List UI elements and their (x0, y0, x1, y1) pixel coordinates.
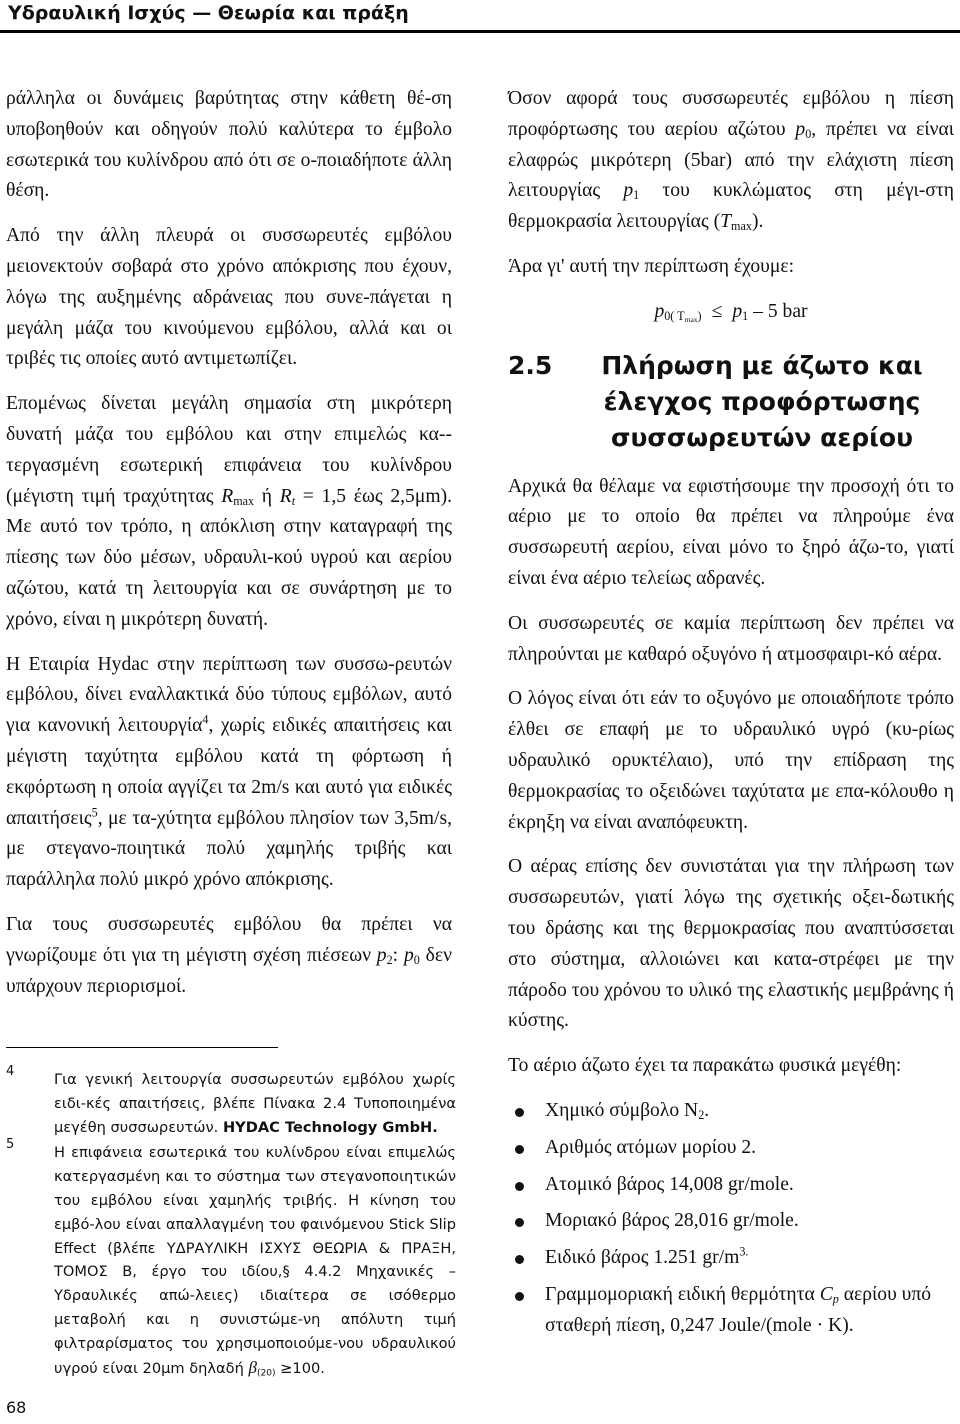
formula-subscript-text: 0( T (664, 308, 685, 323)
page-number: 68 (6, 1398, 27, 1417)
less-equal-sign: ≤ (711, 300, 723, 322)
list-item-text: Ειδικό βάρος 1.251 gr/m (545, 1247, 740, 1269)
bullet-icon (515, 1292, 524, 1301)
text-run: ή (254, 485, 280, 507)
formula-subscript-max: max (684, 314, 698, 324)
symbol-p: p (623, 180, 634, 202)
subscript-1: 1 (742, 308, 749, 323)
header-title: Υδραυλική Ισχύς — Θεωρία και πράξη (8, 2, 409, 24)
symbol-p: p (732, 300, 743, 322)
symbol-r: R (221, 485, 234, 507)
footnote-5 (6, 1137, 456, 1380)
subscript-p: p (832, 1291, 839, 1306)
footnote-mark: 4 (6, 1064, 15, 1079)
text-run: Όσον αφορά τους συσσωρευτές εμβόλου η πίεση προφόρτωσης του αερίου αζώτου (508, 88, 954, 140)
section-number: 2.5 (508, 350, 553, 380)
list-item-text: Ατομικό βάρος 14,008 gr/mole. (545, 1173, 794, 1195)
symbol-r: R (279, 485, 292, 507)
footnote-ref-5[interactable]: 5 (91, 805, 98, 820)
footnote-text: Για γενική λειτουργία συσσωρευτών εμβόλου χωρίς ειδι-κές απαιτήσεις, βλέπε Πίνακα 2.4 Τυποποιημένα μεγέθη συσσωρευτών. (54, 1071, 456, 1136)
formula-subscript (664, 309, 701, 323)
left-column (6, 84, 452, 1016)
list-item-text: . (704, 1099, 710, 1121)
left-paragraph-5 (6, 910, 452, 1002)
bullet-icon (515, 1145, 524, 1154)
list-item-text: Γραμμομοριακή ειδική θερμότητα (545, 1283, 820, 1305)
left-paragraph-2: Από την άλλη πλευρά οι συσσωρευτές εμβόλου μειονεκτούν σοβαρά στο χρόνο απόκρισης που έχουν, λόγω της αυξημένης αδράνειας που συνε-πάγεται η μεγάλη μάζα του κινούμενου εμβόλου, αλλά και οι τριβές τις οποίες αυτό αντιμετωπίζει. (6, 225, 452, 370)
footnote-company: HYDAC Technology GmbH. (222, 1118, 438, 1136)
symbol-beta: β (248, 1357, 257, 1377)
footnote-text: ≥100. (275, 1359, 325, 1377)
formula-rest: – 5 bar (748, 300, 808, 322)
text-run: , πρέπει να είναι ελαφρώς μικρότερη (5bar) από την ελάχιστη πίεση λειτουργίας (508, 118, 955, 202)
footnote-ref-4[interactable]: 4 (202, 712, 209, 727)
list-item-text: αερίου υπό σταθερή πίεση, 0,247 Joule/(mole · K). (545, 1283, 932, 1336)
left-paragraph-1: ράλληλα οι δυνάμεις βαρύτητας στην κάθετη θέ-ση υποβοηθούν και οδηγούν πολύ καλύτερα το έμβολο εσωτερικά του κυλίνδρου από ότι σε ο-ποιαδήποτε άλλη θέση. (6, 88, 452, 202)
text-run: , χωρίς ειδικές απαιτήσεις και μέγιστη ταχύτητα εμβόλου κατά τη φόρτωση ή εκφόρτωση η οποία αγγίζει τα 2m/s και αυτό για ειδικές απαιτήσεις (6, 715, 453, 829)
right-paragraph-5: Ο λόγος είναι ότι εάν το οξυγόνο με οποιαδήποτε τρόπο έλθει σε επαφή με το υδραυλικό υγρό (κυ-ρίως υδραυλικό ορυκτέλαιο), υπό την επίδραση της θερμοκρασίας το οξειδώνει ταχύτατα με επα-κόλουθο η έκρηξη να είναι αναπόφευκτη. (508, 688, 954, 833)
text-run: Η Εταιρία Hydac στην περίπτωση των συσσω-ρευτών εμβόλου, δίνει εναλλακτικά δύο τύπους εμβόλων, αυτό για κανονική λειτουργία (6, 653, 452, 737)
symbol-p: p (654, 300, 665, 322)
footnote-separator (6, 1047, 278, 1048)
list-item (508, 1133, 954, 1164)
left-paragraph-4 (6, 650, 452, 896)
list-item-text: Χημικό σύμβολο N (545, 1099, 699, 1121)
symbol-p: p (403, 944, 414, 966)
footnotes (6, 1064, 456, 1382)
text-run: Επομένως δίνεται μεγάλη σημασία στη μικρότερη δυνατή μάζα του εμβόλου και στην επιμελώς κα-τεργασμένη εσωτερική επιφάνεια του κυλίνδρου (μέγιστη τιμή τραχύτητας (6, 393, 452, 507)
symbol-c: C (819, 1283, 833, 1305)
footnote-4 (6, 1064, 456, 1139)
subscript-max: max (233, 493, 255, 508)
list-item (508, 1170, 954, 1201)
list-item-text: Μοριακό βάρος 28,016 gr/mole. (545, 1210, 799, 1232)
text-run: δεν υπάρχουν περιορισμοί. (6, 944, 453, 997)
right-paragraph-3: Αρχικά θα θέλαμε να εφιστήσουμε την προσοχή ότι το αέριο με το οποίο θα πρέπει να πληρούμε ένα συσσωρευτή αερίου, είναι μόνο το ξηρό άζω-το, γιατί είναι ένα αέριο τελείως αδρανές. (508, 475, 954, 589)
section-title: Πλήρωση με άζωτο και έλεγχος προφόρτωσης συσσωρευτών αερίου (601, 350, 923, 452)
bullet-icon (515, 1218, 524, 1227)
bullet-icon (515, 1255, 524, 1264)
nitrogen-properties-list (508, 1096, 954, 1342)
subscript-1: 1 (633, 188, 640, 203)
subscript-2: 2 (698, 1107, 705, 1122)
subscript-max: max (731, 219, 752, 234)
list-item (508, 1280, 954, 1342)
list-item-text: Αριθμός ατόμων μορίου 2. (545, 1136, 757, 1158)
formula-subscript-close: ) (697, 308, 702, 323)
header-rule (0, 30, 960, 33)
symbol-p: p (795, 118, 806, 140)
right-paragraph-2: Άρα γι' αυτή την περίπτωση έχουμε: (508, 255, 795, 277)
text-run: = 1,5 έως 2,5μm). Με αυτό τον τρόπο, η απόκλιση στην καταγραφή της πίεσης των δύο μέσων, υδραυλι-κού υγρού και αερίου αζώτου, κατά τη λειτουργία και σε συνάρτηση με το χρόνο, είναι η μικρότερη δυνατή. (6, 485, 452, 630)
text-run: : (392, 944, 404, 966)
list-item (508, 1096, 954, 1127)
text-run: , με τα-χύτητα εμβόλου πλησίον των 3,5m/s, με στεγανο-ποιητικά πολύ χαμηλής τριβής και παράλληλα πολύ μικρό χρόνο απόκρισης. (6, 807, 452, 891)
page-header (0, 0, 960, 32)
right-paragraph-4: Οι συσσωρευτές σε καμία περίπτωση δεν πρέπει να πληρούνται με καθαρό οξυγόνο ή ατμοσφαιρι-κό αέρα. (508, 612, 954, 665)
superscript-3: 3. (739, 1244, 749, 1259)
subscript-0: 0 (805, 126, 812, 141)
symbol-p: p (376, 944, 387, 966)
text-run: ). (751, 211, 764, 233)
precharge-formula (508, 297, 954, 328)
text-run: του κυκλώματος στη μέγι-στη θερμοκρασία λειτουργίας ( (508, 180, 954, 233)
section-heading (508, 348, 954, 456)
subscript-0: 0 (413, 952, 420, 967)
subscript-20: (20) (256, 1367, 276, 1378)
left-paragraph-3 (6, 389, 452, 635)
list-item (508, 1206, 954, 1237)
footnote-body (54, 1068, 456, 1139)
footnote-mark: 5 (6, 1137, 15, 1153)
subscript-2: 2 (386, 952, 393, 967)
text-run: Για τους συσσωρευτές εμβόλου θα πρέπει να γνωρίζουμε ότι για τη μέγιστη σχέση πιέσεων (6, 913, 452, 966)
footnote-text: Η επιφάνεια εσωτερικά του κυλίνδρου είναι επιμελώς κατεργασμένη και το σύστημα των στεγανοποιητικών του εμβόλου είναι χαμηλής τριβής. Η κίνηση του εμβό-λου είναι απαλλαγμένη του φαινόμενου Stick Slip Effect (βλέπε ΥΔΡΑΥΛΙΚΗ ΙΣΧΥΣ ΘΕΩΡΙΑ & ΠΡΑΞΗ, ΤΟΜΟΣ Β, έργο του ιδίου,§ 4.4.2 Μηχανικές – Υδραυλικές απώ-λειες) ιδιαίτερα σε ισόθερμο μεταβολή και η συνιστώμε-νη απόλυτη τιμή φιλτραρίσματος του χρησιμοποιούμε-νου υδραυλικού υγρού είναι 20μm δηλαδή (54, 1144, 456, 1377)
subscript-t: t (291, 493, 296, 508)
bullet-icon (515, 1182, 524, 1191)
list-item (508, 1243, 954, 1274)
symbol-t: T (720, 211, 732, 233)
footnote-body (54, 1141, 456, 1380)
right-paragraph-7: Το αέριο άζωτο έχει τα παρακάτω φυσικά μεγέθη: (508, 1055, 902, 1077)
right-column (508, 84, 954, 1348)
bullet-icon (515, 1108, 524, 1117)
right-paragraph-6: Ο αέρας επίσης δεν συνιστάται για την πλήρωση των συσσωρευτών, γιατί λόγω της σχετικής οξει-δωτικής του δράσης και της θερμοκρασίας που αναπτύσσεται στο σύστημα, αλλοιώνει και κατα-στρέφει με την πάροδο του χρόνου το υλικό της ελαστικής μεμβράνης ή κύστης. (508, 856, 954, 1032)
right-paragraph-1 (508, 84, 954, 238)
